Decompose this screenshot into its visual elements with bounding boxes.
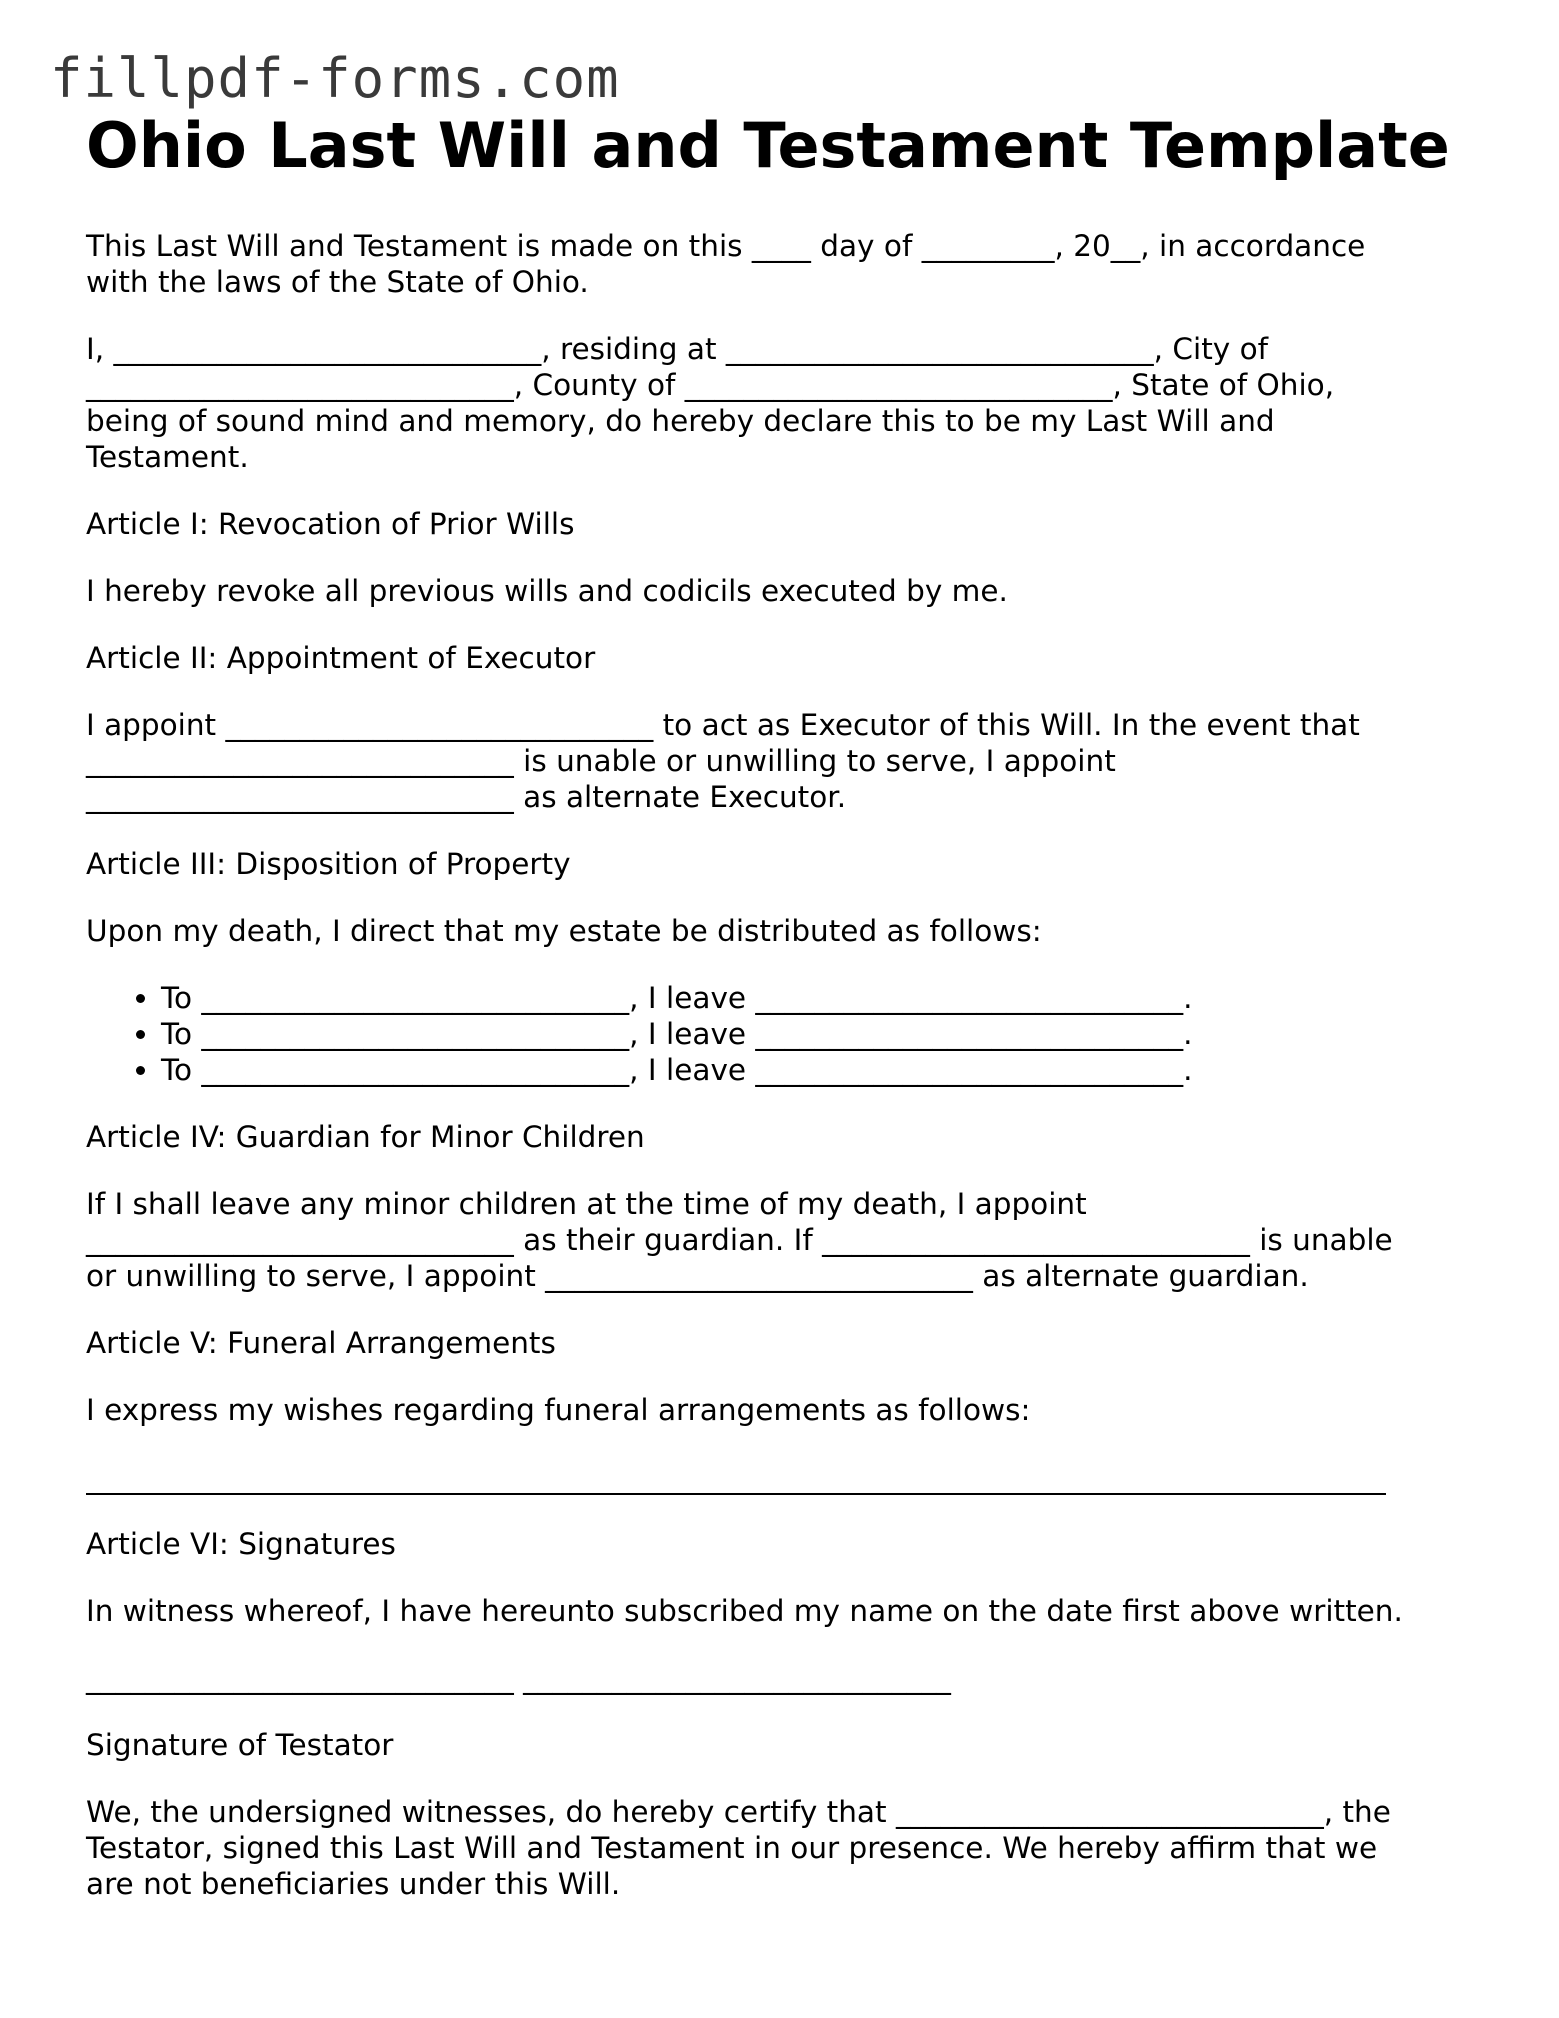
declaration-line-4: Testament.: [86, 439, 249, 474]
declaration-line-3: being of sound mind and memory, do hereby declare this to be my Last Will and: [86, 403, 1275, 438]
list-item: • To _____________________________, I leave _____________________________.: [161, 1052, 1486, 1088]
article-1-heading: Article I: Revocation of Prior Wills: [86, 506, 575, 541]
bequest-list: [86, 980, 1486, 1088]
list-item: • To _____________________________, I leave _____________________________.: [161, 980, 1486, 1016]
intro-line-2: with the laws of the State of Ohio.: [86, 264, 589, 299]
article-3-text: Upon my death, I direct that my estate be distributed as follows:: [86, 913, 1042, 948]
article-2-paragraph: [86, 707, 1486, 815]
page-title: Ohio Last Will and Testament Template: [86, 109, 1450, 182]
watermark: fillpdf-forms.com: [50, 47, 620, 110]
declaration-line-2: _____________________________, County of _____________________________, State of Ohio,: [86, 367, 1335, 402]
article-4-heading: Article IV: Guardian for Minor Children: [86, 1119, 645, 1154]
intro-paragraph: [86, 228, 1486, 300]
article-6-text: In witness whereof, I have hereunto subscribed my name on the date first above written.: [86, 1593, 1403, 1628]
article-4-paragraph: [86, 1186, 1486, 1294]
article-1-text: I hereby revoke all previous wills and codicils executed by me.: [86, 573, 1008, 608]
witness-line-2: Testator, signed this Last Will and Testament in our presence. We hereby affirm that we: [86, 1830, 1378, 1865]
signature-label: Signature of Testator: [86, 1727, 394, 1762]
article-4-line-2: _____________________________ as their guardian. If _____________________________ is unable: [86, 1222, 1393, 1257]
article-5-heading: Article V: Funeral Arrangements: [86, 1325, 556, 1360]
article-2-heading: Article II: Appointment of Executor: [86, 640, 596, 675]
funeral-wishes-blank-line: [86, 1459, 1386, 1495]
document-body: [86, 108, 1486, 1933]
article-2-line-1: I appoint _____________________________ to act as Executor of this Will. In the event that: [86, 707, 1360, 742]
witness-line-3: are not beneficiaries under this Will.: [86, 1866, 621, 1901]
article-3-heading: Article III: Disposition of Property: [86, 846, 571, 881]
article-2-line-3: _____________________________ as alternate Executor.: [86, 779, 847, 814]
article-2-line-2: _____________________________ is unable or unwilling to serve, I appoint: [86, 743, 1116, 778]
signature-blanks: _____________________________ _____________________________: [86, 1660, 951, 1695]
article-6-heading: Article VI: Signatures: [86, 1526, 396, 1561]
intro-line-1: This Last Will and Testament is made on this ____ day of _________, 20__, in accordance: [86, 228, 1366, 263]
article-5-text: I express my wishes regarding funeral arrangements as follows:: [86, 1392, 1031, 1427]
article-4-line-3: or unwilling to serve, I appoint _____________________________ as alternate guardian.: [86, 1258, 1309, 1293]
witness-paragraph: [86, 1794, 1486, 1902]
list-item: • To _____________________________, I leave _____________________________.: [161, 1016, 1486, 1052]
witness-line-1: We, the undersigned witnesses, do hereby certify that _____________________________, the: [86, 1794, 1391, 1829]
article-4-line-1: If I shall leave any minor children at the time of my death, I appoint: [86, 1186, 1087, 1221]
declaration-paragraph: [86, 331, 1486, 475]
declaration-line-1: I, _____________________________, residing at _____________________________, City of: [86, 331, 1269, 366]
